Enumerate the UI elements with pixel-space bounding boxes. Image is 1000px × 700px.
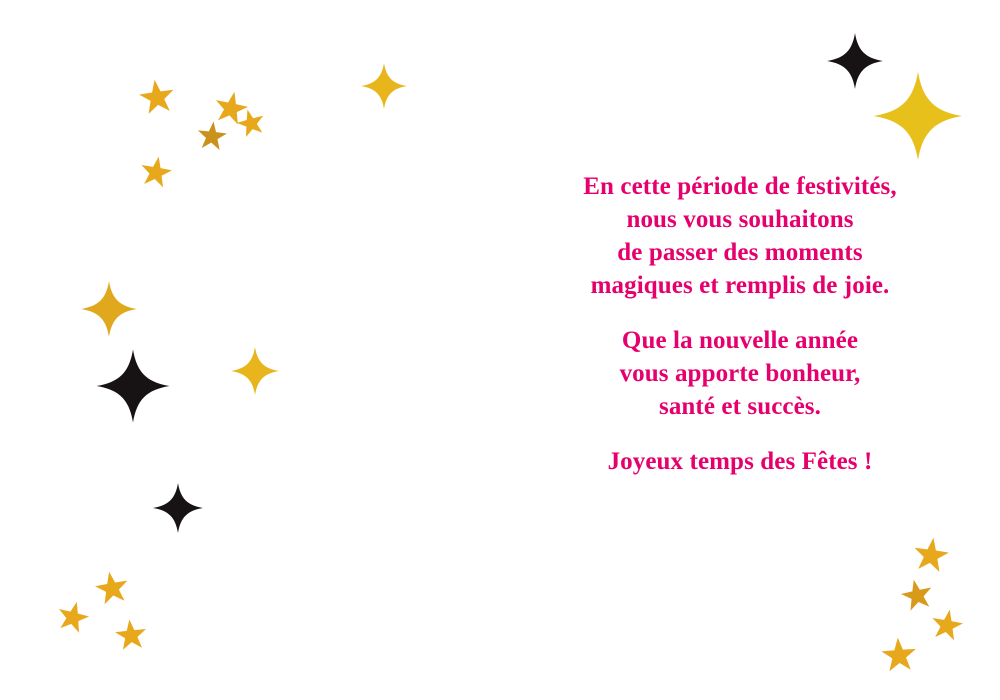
five-point-star-gold-icon [879, 635, 920, 676]
five-point-star-gold-icon [91, 567, 133, 609]
greeting-line: Que la nouvelle année [621, 327, 859, 354]
sparkle-star-dark-icon [152, 482, 204, 534]
sparkle-star-gold-icon [80, 280, 138, 338]
greeting-line: de passer des moments [617, 239, 863, 266]
five-point-star-gold-icon [112, 616, 149, 653]
greeting-line: En cette période de festivités, [583, 173, 897, 200]
sparkle-star-gold-icon [360, 62, 408, 110]
five-point-star-gold-icon [897, 575, 937, 615]
sparkle-star-dark-icon [826, 32, 884, 90]
greeting-line: nous vous souhaitons [626, 206, 854, 233]
five-point-star-gold-icon [194, 118, 229, 153]
five-point-star-gold-icon [910, 534, 953, 577]
five-point-star-gold-icon [927, 605, 966, 644]
five-point-star-gold-icon [52, 596, 93, 637]
greeting-line: magiques et remplis de joie. [590, 272, 890, 299]
greeting-paragraph-3 [520, 445, 960, 478]
sparkle-star-gold-icon [872, 70, 964, 162]
greeting-line: santé et succès. [659, 393, 821, 420]
five-point-star-gold-icon [233, 105, 270, 142]
greeting-paragraph-1 [520, 170, 960, 302]
greeting-line: Joyeux temps des Fêtes ! [607, 448, 873, 475]
five-point-star-gold-icon [136, 76, 179, 119]
five-point-star-gold-icon [136, 152, 175, 191]
greeting-paragraph-2 [520, 324, 960, 423]
greeting-line: vous apporte bonheur, [619, 360, 861, 387]
five-point-star-gold-icon [210, 87, 253, 130]
sparkle-star-gold-icon [230, 346, 280, 396]
sparkle-star-dark-icon [95, 348, 171, 424]
greeting-message [520, 170, 960, 478]
